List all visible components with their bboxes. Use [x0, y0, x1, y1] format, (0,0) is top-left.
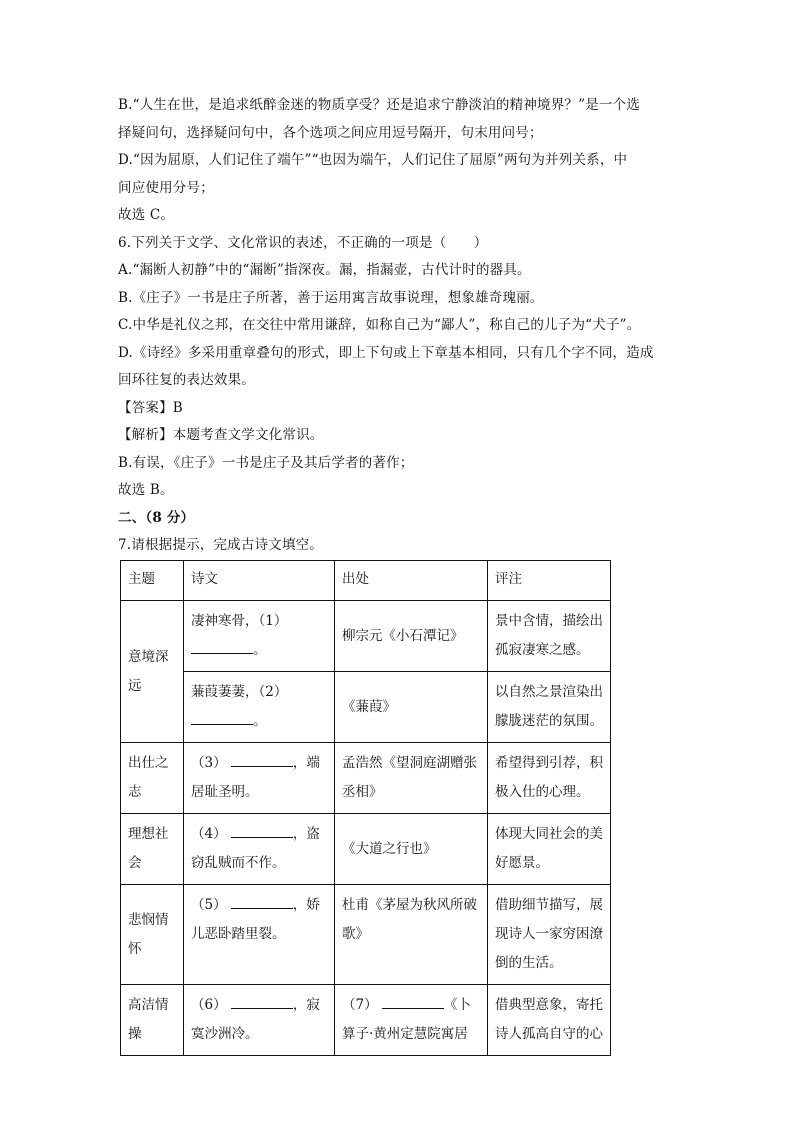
source-cell: 杜甫《茅屋为秋风所破歌》 — [335, 885, 488, 985]
poem-text: （4） — [191, 826, 227, 842]
analysis: 【解析】本题考查文学文化常识。 — [118, 427, 324, 443]
analysis-detail: B.有误，《庄子》一书是庄子及其后学者的著作； — [118, 454, 414, 471]
note-cell: 以自然之景渲染出朦胧迷茫的氛围。 — [488, 672, 611, 743]
answer-blank[interactable] — [191, 711, 253, 725]
note-cell: 体现大同社会的美好愿景。 — [488, 814, 611, 885]
poem-text: ，娇儿恶卧踏里裂。 — [191, 897, 320, 942]
option-d-cont: 回环往复的表达效果。 — [118, 372, 255, 388]
answer-blank[interactable] — [231, 824, 293, 838]
poem-text: （6） — [191, 997, 227, 1013]
source-cell: 柳宗元《小石潭记》 — [335, 601, 488, 672]
note-cell: 希望得到引荐，积极入仕的心理。 — [488, 743, 611, 814]
option-a: A.“漏断人初静”中的“漏断”指深夜。漏，指漏壶，古代计时的器具。 — [118, 262, 531, 278]
source-cell: 孟浩然《望洞庭湖赠张丞相》 — [335, 743, 488, 814]
option-b: B.《庄子》一书是庄子所著，善于运用寓言故事说理，想象雄奇瑰丽。 — [118, 289, 544, 306]
poem-text: （5） — [191, 897, 227, 913]
text-line: D.“因为屈原，人们记住了端午”“也因为端午，人们记住了屈原”两句为并列关系，中 — [118, 152, 628, 168]
theme-cell: 意境深远 — [121, 601, 184, 743]
text-line: 间应使用分号； — [118, 179, 214, 196]
text-line: B.“人生在世，是追求纸醉金迷的物质享受？还是追求宁静淡泊的精神境界？”是一个选 — [118, 97, 641, 113]
poem-text: 蒹葭萋萋，（2） — [191, 684, 288, 700]
section-heading: 二、（8 分） — [118, 509, 195, 526]
poem-cell — [184, 672, 335, 743]
poem-text: 。 — [253, 713, 267, 729]
theme-cell: 理想社会 — [121, 814, 184, 885]
source-text: 《卜算子·黄州定慧院寓居 — [342, 997, 471, 1042]
source-cell: 《蒹葭》 — [335, 672, 488, 743]
table-header: 主题 — [121, 561, 184, 601]
source-text: （7） — [342, 997, 378, 1013]
text-line: 故选 B。 — [118, 482, 174, 498]
note-cell: 借助细节描写，展现诗人一家穷困潦倒的生活。 — [488, 885, 611, 985]
question-6: 6.下列关于文学、文化常识的表述，不正确的一项是（ ） — [118, 234, 488, 251]
poem-cell — [184, 743, 335, 814]
option-c: C.中华是礼仪之邦，在交往中常用谦辞，如称自己为“鄙人”，称自己的儿子为“犬子”。 — [118, 317, 641, 333]
answer-blank[interactable] — [191, 640, 253, 654]
poem-text: 。 — [253, 642, 267, 658]
table-header: 出处 — [335, 561, 488, 601]
table-header: 评注 — [488, 561, 611, 601]
answer-blank[interactable] — [231, 753, 293, 767]
poem-text: （3） — [191, 755, 227, 771]
theme-cell: 出仕之志 — [121, 743, 184, 814]
poem-text: ，端居耻圣明。 — [191, 755, 320, 800]
answer-blank[interactable] — [382, 995, 444, 1009]
option-d: D.《诗经》多采用重章叠句的形式，即上下句或上下章基本相同，只有几个字不同，造成 — [118, 344, 654, 361]
poem-text: 凄神寒骨，（1） — [191, 613, 288, 629]
source-cell — [335, 985, 488, 1056]
table-header: 诗文 — [184, 561, 335, 601]
text-line: 故选 C。 — [118, 207, 175, 223]
poem-text: ，盗窃乱贼而不作。 — [191, 826, 320, 871]
source-cell: 《大道之行也》 — [335, 814, 488, 885]
note-cell: 景中含情，描绘出孤寂凄寒之感。 — [488, 601, 611, 672]
answer-blank[interactable] — [231, 895, 293, 909]
poem-cell — [184, 601, 335, 672]
text-line: 择疑问句，选择疑问句中，各个选项之间应用逗号隔开，句末用问号； — [118, 124, 543, 141]
theme-cell: 悲悯情怀 — [121, 885, 184, 985]
answer-blank[interactable] — [231, 995, 293, 1009]
poem-cell — [184, 985, 335, 1056]
answer: 【答案】B — [118, 399, 183, 416]
theme-cell: 高洁情操 — [121, 985, 184, 1056]
document-body — [118, 92, 678, 560]
note-cell: 借典型意象，寄托诗人孤高自守的心 — [488, 985, 611, 1056]
poem-cell — [184, 814, 335, 885]
question-7: 7.请根据提示，完成古诗文填空。 — [118, 537, 324, 553]
poetry-fill-table — [120, 560, 611, 1056]
poem-text: ，寂寞沙洲冷。 — [191, 997, 320, 1042]
poem-cell — [184, 885, 335, 985]
